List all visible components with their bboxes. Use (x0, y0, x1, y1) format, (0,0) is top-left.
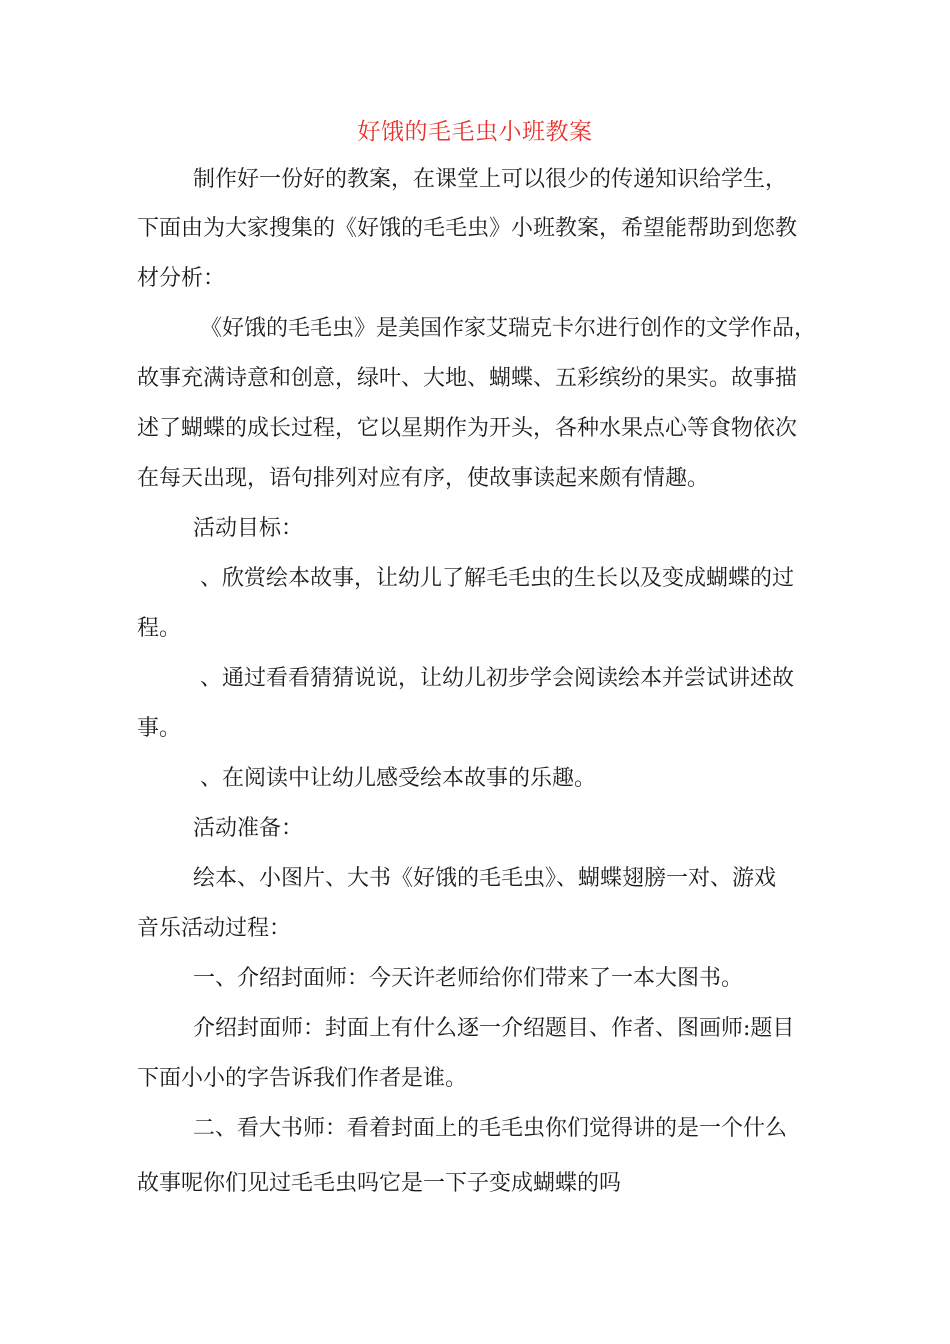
paragraph-line: 下面小小的字告诉我们作者是谁。 (137, 1066, 468, 1091)
paragraph-line: 在每天出现，语句排列对应有序，使故事读起来颇有情趣。 (137, 466, 710, 491)
paragraph-line: 二、看大书师：看着封面上的毛毛虫你们觉得讲的是一个什么 (193, 1116, 788, 1141)
paragraph-line: 制作好一份好的教案，在课堂上可以很少的传递知识给学生， (193, 167, 788, 192)
paragraph-line: 一、介绍封面师：今天许老师给你们带来了一本大图书。 (193, 966, 744, 991)
paragraph-line: 故事呢你们见过毛毛虫吗它是一下子变成蝴蝶的吗 (137, 1171, 622, 1196)
paragraph-line: 介绍封面师：封面上有什么逐一介绍题目、作者、图画师:题目 (193, 1016, 795, 1041)
paragraph-line: 《好饿的毛毛虫》是美国作家艾瑞克卡尔进行创作的文学作品， (200, 316, 817, 341)
section-heading: 活动准备： (193, 816, 304, 841)
paragraph-line: 、通过看看猜猜说说，让幼儿初步学会阅读绘本并尝试讲述故 (200, 666, 795, 691)
paragraph-line: 材分析： (137, 266, 226, 291)
paragraph-line: 绘本、小图片、大书《好饿的毛毛虫》、蝴蝶翅膀一对、游戏 (193, 866, 777, 891)
paragraph-line: 程。 (137, 616, 182, 641)
paragraph-line: 故事充满诗意和创意，绿叶、大地、蝴蝶、五彩缤纷的果实。故事描 (137, 366, 798, 391)
document-title: 好饿的毛毛虫小班教案 (357, 119, 593, 145)
paragraph-line: 、欣赏绘本故事，让幼儿了解毛毛虫的生长以及变成蝴蝶的过 (200, 566, 795, 591)
paragraph-line: 音乐活动过程： (137, 916, 292, 941)
paragraph-line: 、在阅读中让幼儿感受绘本故事的乐趣。 (200, 766, 597, 791)
section-heading: 活动目标： (193, 516, 304, 541)
paragraph-line: 事。 (137, 716, 182, 741)
paragraph-line: 下面由为大家搜集的《好饿的毛毛虫》小班教案，希望能帮助到您教 (137, 216, 798, 241)
paragraph-line: 述了蝴蝶的成长过程，它以星期作为开头，各种水果点心等食物依次 (137, 416, 798, 441)
